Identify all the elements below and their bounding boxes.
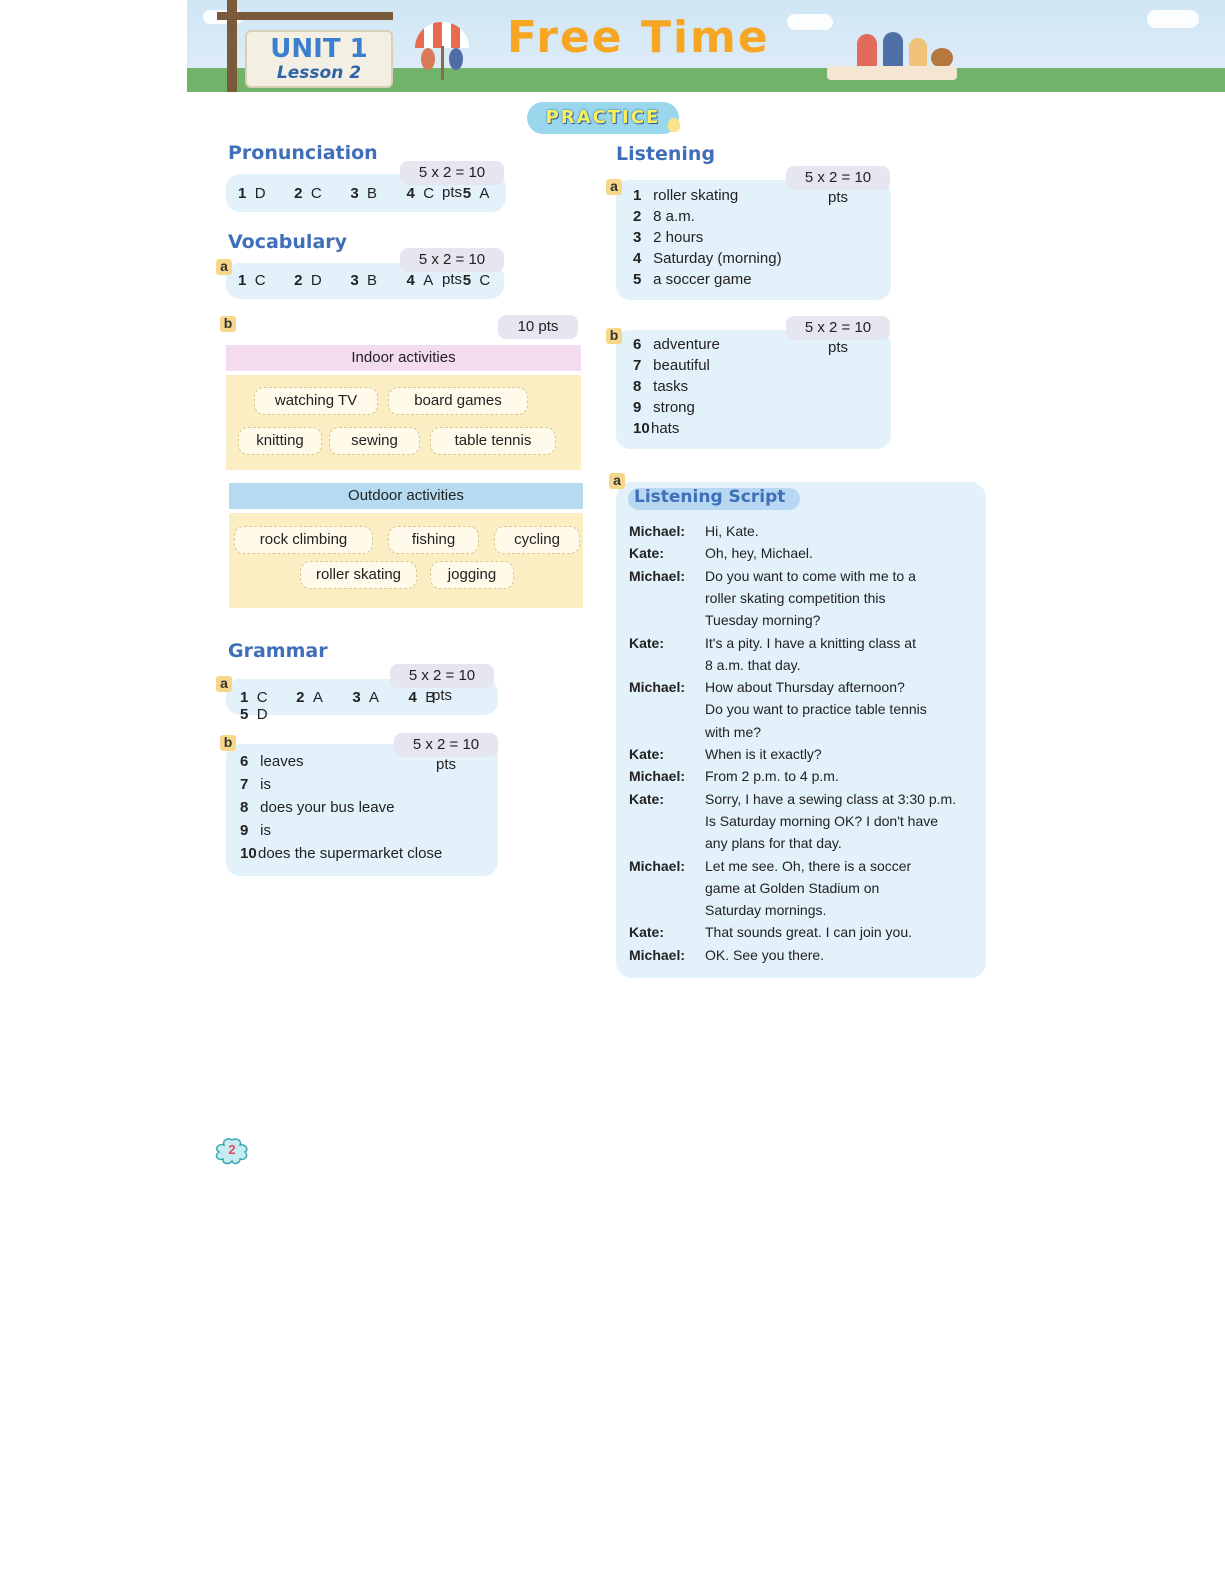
unit-sign [245, 30, 393, 88]
banner-title: Free Time [507, 12, 770, 63]
answer-item: 5 A [462, 185, 490, 202]
answer-item: 4 B [408, 689, 436, 706]
dialogue-text: When is it exactly? [705, 746, 822, 762]
answer-item: 4 A [406, 272, 434, 289]
lesson-label: Lesson 2 [276, 63, 362, 83]
unit-label: UNIT 1 [270, 34, 368, 64]
answer-item: 5 D [240, 706, 268, 723]
section-tag: b [220, 316, 236, 332]
outdoor-header: Outdoor activities [229, 483, 583, 509]
pronunciation-answers [238, 185, 508, 202]
person-figure [449, 48, 463, 70]
answer-item: 2 D [294, 272, 322, 289]
answer-item: 4 C [406, 185, 435, 202]
answer-item: 3 B [350, 272, 378, 289]
list-item: 9 is [240, 822, 272, 839]
section-tag: b [220, 735, 236, 751]
points-badge: 10 pts [498, 315, 578, 339]
indoor-chip: sewing [329, 427, 420, 455]
answer-item: 1 C [240, 689, 268, 706]
speaker-label: Kate: [629, 634, 665, 651]
listening-b-list [633, 334, 883, 439]
practice-badge: PRACTICE [527, 102, 679, 134]
speaker-label: Kate: [629, 924, 665, 941]
dialogue-text: Oh, hey, Michael. [705, 545, 813, 562]
list-item: 10does the supermarket close [240, 845, 443, 862]
list-item: 3 2 hours [633, 229, 704, 246]
answer-item: 3 B [350, 185, 378, 202]
dialogue-text: Is Saturday morning OK? I don't have [705, 812, 939, 829]
answer-item: 5 C [462, 272, 491, 289]
dialogue-text: From 2 p.m. to 4 p.m. [705, 768, 839, 785]
speaker-label: Michael: [629, 946, 686, 963]
dialogue-text: with me? [705, 723, 762, 740]
list-item: 1 roller skating [633, 187, 739, 204]
list-item: 10hats [633, 420, 680, 437]
dialogue-text: It's a pity. I have a knitting class at [705, 634, 916, 651]
speaker-label: Kate: [629, 790, 665, 807]
grammar-title: Grammar [228, 640, 328, 662]
section-tag: a [609, 473, 625, 489]
answer-item: 3 A [352, 689, 380, 706]
pronunciation-title: Pronunciation [228, 142, 378, 164]
indoor-chip: knitting [238, 427, 322, 455]
indoor-chip: watching TV [254, 387, 378, 415]
dialogue-text: Tuesday morning? [705, 612, 821, 629]
outdoor-chip: fishing [388, 526, 479, 554]
indoor-chip: table tennis [430, 427, 556, 455]
dialogue-text: Do you want to come with me to a [705, 567, 916, 584]
section-tag: a [216, 676, 232, 692]
dialogue-text: Do you want to practice table tennis [705, 701, 927, 718]
page-number-badge [212, 1137, 252, 1165]
list-item: 2 8 a.m. [633, 208, 695, 225]
list-item: 8 does your bus leave [240, 799, 395, 816]
vocabulary-title: Vocabulary [228, 231, 348, 253]
points-badge: 5 x 2 = 10 pts [390, 664, 494, 688]
list-item: 6 leaves [240, 753, 304, 770]
listening-a-list [633, 185, 883, 290]
list-item: 5 a soccer game [633, 271, 752, 288]
list-item: 6 adventure [633, 336, 720, 353]
grammar-b-list [240, 750, 495, 865]
list-item: 9 strong [633, 399, 695, 416]
dialogue-text: game at Golden Stadium on [705, 879, 880, 896]
points-badge: 5 x 2 = 10 pts [400, 161, 504, 185]
speaker-label: Michael: [629, 679, 686, 696]
dialogue-text: Let me see. Oh, there is a soccer [705, 857, 912, 874]
points-badge: 5 x 2 = 10 pts [786, 316, 890, 340]
answer-item: 2 C [294, 185, 322, 202]
section-tag: b [606, 328, 622, 344]
cloud-decoration [1147, 10, 1199, 28]
dialogue-text: 8 a.m. that day. [705, 656, 801, 673]
speaker-label: Michael: [629, 523, 686, 539]
speaker-label: Kate: [629, 545, 665, 562]
answer-item: 1 D [238, 185, 266, 202]
indoor-header: Indoor activities [226, 345, 581, 371]
dialogue-text: roller skating competition this [705, 589, 886, 606]
list-item: 8 tasks [633, 378, 689, 395]
person-figure [421, 48, 435, 70]
indoor-chip: board games [388, 387, 528, 415]
answer-item: 1 C [238, 272, 266, 289]
dialogue-text: OK. See you there. [705, 946, 825, 963]
dialogue-text: any plans for that day. [705, 835, 842, 852]
speaker-label: Michael: [629, 567, 686, 584]
vocabulary-a-answers [238, 272, 508, 289]
listening-title: Listening [616, 143, 716, 165]
dialogue-text: That sounds great. I can join you. [705, 924, 913, 941]
points-badge: 5 x 2 = 10 pts [400, 248, 504, 272]
umbrella-pole [441, 46, 444, 80]
dialogue-text: Hi, Kate. [705, 523, 759, 539]
points-badge: 5 x 2 = 10 pts [786, 166, 890, 190]
outdoor-chip: jogging [430, 561, 514, 589]
points-badge: 5 x 2 = 10 pts [394, 733, 498, 757]
signpost-beam [217, 12, 393, 20]
outdoor-chip: rock climbing [234, 526, 373, 554]
speaker-label: Kate: [629, 746, 665, 762]
grammar-a-answers [240, 689, 500, 723]
listening-script-title: Listening Script [634, 487, 786, 507]
dialogue-text: Saturday mornings. [705, 902, 827, 919]
picnic-illustration [827, 30, 957, 82]
dialogue-text: Sorry, I have a sewing class at 3:30 p.m. [705, 790, 957, 807]
section-tag: a [606, 179, 622, 195]
dialogue-text: How about Thursday afternoon? [705, 679, 905, 696]
list-item: 7 is [240, 776, 272, 793]
page-number: 2 [228, 1142, 236, 1157]
cloud-decoration [787, 14, 833, 30]
lightbulb-icon [668, 118, 680, 132]
outdoor-chip: cycling [494, 526, 580, 554]
outdoor-chip: roller skating [300, 561, 417, 589]
answer-item: 2 A [296, 689, 323, 706]
list-item: 7 beautiful [633, 357, 710, 374]
umbrella-icon [415, 22, 469, 48]
speaker-label: Michael: [629, 857, 686, 874]
speaker-label: Michael: [629, 768, 686, 785]
list-item: 4 Saturday (morning) [633, 250, 782, 267]
section-tag: a [216, 259, 232, 275]
header-banner [187, 0, 1225, 92]
